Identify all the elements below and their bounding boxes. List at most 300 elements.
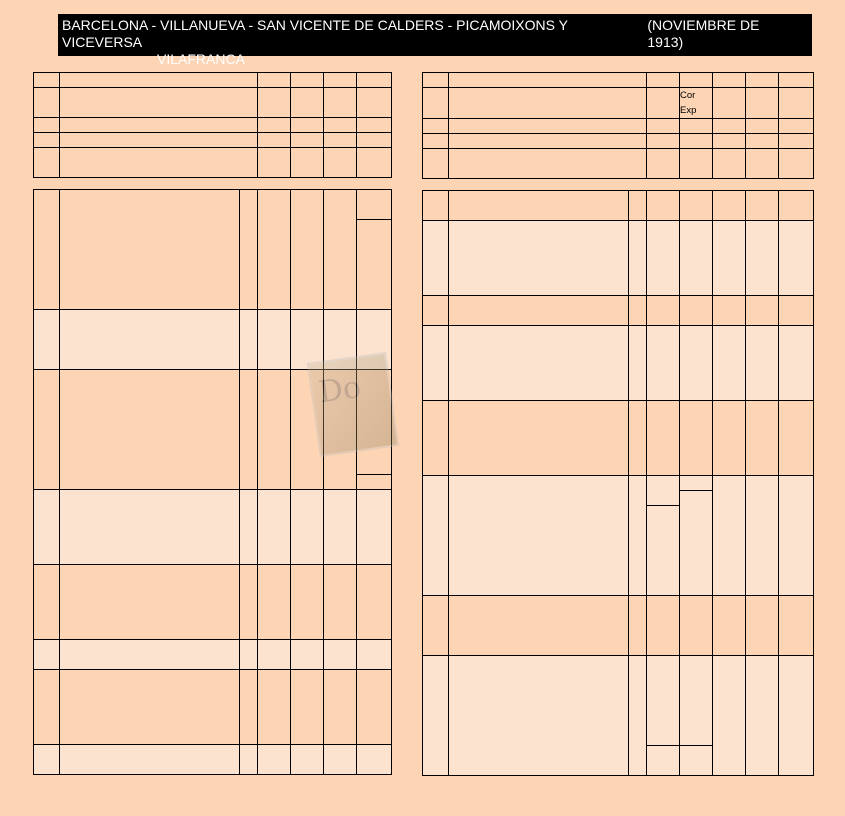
km-cell — [423, 236, 449, 251]
km-cell — [34, 340, 60, 355]
header-row — [423, 73, 814, 88]
arr-dep-flag — [240, 715, 258, 730]
header-cell — [324, 148, 357, 178]
station-row — [34, 505, 392, 520]
time-cell — [713, 431, 746, 446]
time-cell — [746, 566, 779, 581]
header-row — [423, 119, 814, 134]
time-cell — [324, 235, 357, 250]
time-cell — [291, 250, 324, 265]
time-cell — [357, 745, 392, 760]
station-name — [449, 686, 629, 701]
time-cell — [746, 341, 779, 356]
station-row — [423, 671, 814, 686]
time-cell — [680, 686, 713, 701]
time-cell — [713, 491, 746, 506]
arr-dep-flag — [240, 190, 258, 205]
time-cell — [713, 356, 746, 371]
time-cell — [291, 265, 324, 280]
time-cell — [746, 551, 779, 566]
arr-dep-flag — [240, 205, 258, 220]
arr-dep-flag — [629, 296, 647, 311]
arr-dep-flag — [629, 731, 647, 746]
km-label-spacer — [449, 179, 814, 191]
km-cell — [423, 521, 449, 536]
station-row — [34, 205, 392, 220]
time-cell — [746, 641, 779, 656]
time-cell — [357, 550, 392, 565]
header-cell — [258, 148, 291, 178]
time-cell — [713, 641, 746, 656]
time-cell — [713, 716, 746, 731]
station-name — [60, 235, 240, 250]
station-row — [423, 761, 814, 776]
header-cell — [647, 134, 680, 149]
station-name — [60, 670, 240, 685]
header-label — [60, 148, 258, 178]
time-cell — [779, 641, 814, 656]
time-cell — [324, 205, 357, 220]
time-cell — [647, 221, 680, 236]
arr-dep-flag — [240, 265, 258, 280]
station-name — [60, 595, 240, 610]
time-cell — [680, 521, 713, 536]
time-cell — [647, 716, 680, 731]
station-name — [60, 310, 240, 325]
km-cell — [423, 491, 449, 506]
time-cell — [713, 401, 746, 416]
station-name — [60, 280, 240, 295]
station-name — [449, 326, 629, 341]
header-row — [34, 148, 392, 178]
header-blank — [423, 134, 449, 149]
km-cell — [423, 581, 449, 596]
station-row — [423, 461, 814, 476]
time-cell — [713, 221, 746, 236]
time-cell — [357, 520, 392, 535]
km-cell — [423, 536, 449, 551]
arr-dep-flag — [629, 401, 647, 416]
station-name — [60, 700, 240, 715]
header-cell — [680, 149, 713, 179]
station-row — [34, 220, 392, 235]
time-cell — [680, 416, 713, 431]
time-cell — [357, 655, 392, 670]
arr-dep-flag — [629, 491, 647, 506]
km-cell — [423, 566, 449, 581]
station-name — [449, 566, 629, 581]
time-cell — [746, 581, 779, 596]
time-cell — [647, 326, 680, 341]
arr-dep-flag — [240, 340, 258, 355]
time-cell — [713, 701, 746, 716]
time-cell — [647, 356, 680, 371]
arr-dep-flag — [240, 430, 258, 445]
time-cell — [647, 611, 680, 626]
station-name — [449, 401, 629, 416]
time-cell — [647, 536, 680, 551]
time-cell — [357, 565, 392, 580]
time-cell — [324, 280, 357, 295]
time-cell — [324, 595, 357, 610]
station-row — [423, 551, 814, 566]
time-cell — [647, 446, 680, 461]
time-cell — [713, 611, 746, 626]
station-name — [449, 206, 629, 221]
station-row — [34, 595, 392, 610]
header-cell — [647, 73, 680, 88]
time-cell — [291, 685, 324, 700]
station-name — [60, 370, 240, 385]
station-name — [60, 445, 240, 460]
station-row — [34, 250, 392, 265]
arr-dep-flag — [240, 610, 258, 625]
km-cell — [34, 415, 60, 430]
time-cell — [647, 476, 680, 491]
header-cell — [291, 148, 324, 178]
station-row — [34, 475, 392, 490]
station-row — [34, 520, 392, 535]
km-cell — [423, 326, 449, 341]
time-cell — [680, 761, 713, 776]
km-cell — [34, 655, 60, 670]
arr-dep-flag — [629, 476, 647, 491]
time-cell — [779, 356, 814, 371]
header-row — [423, 134, 814, 149]
station-row — [34, 565, 392, 580]
station-name — [60, 475, 240, 490]
km-cell — [34, 445, 60, 460]
station-name — [60, 550, 240, 565]
time-cell — [258, 520, 291, 535]
arr-dep-flag — [629, 356, 647, 371]
station-name — [449, 731, 629, 746]
time-cell — [779, 746, 814, 761]
header-cell — [291, 88, 324, 118]
time-cell — [258, 430, 291, 445]
arr-dep-flag — [240, 505, 258, 520]
arr-dep-flag — [629, 701, 647, 716]
header-cell — [779, 88, 814, 119]
time-cell — [647, 266, 680, 281]
time-cell — [291, 310, 324, 325]
km-cell — [34, 535, 60, 550]
time-cell — [746, 221, 779, 236]
time-cell — [258, 385, 291, 400]
time-cell — [258, 460, 291, 475]
header-cell — [357, 148, 392, 178]
station-name — [449, 746, 629, 761]
header-cell-line: Exp — [680, 105, 697, 116]
time-cell — [258, 715, 291, 730]
time-cell — [291, 535, 324, 550]
km-cell — [34, 580, 60, 595]
station-name — [449, 641, 629, 656]
station-row — [423, 491, 814, 506]
time-cell — [746, 716, 779, 731]
time-cell — [647, 206, 680, 221]
km-cell — [34, 430, 60, 445]
station-row — [423, 716, 814, 731]
time-cell — [647, 731, 680, 746]
arr-dep-flag — [240, 250, 258, 265]
arr-dep-flag — [629, 641, 647, 656]
header-cell — [324, 73, 357, 88]
km-cell — [34, 625, 60, 640]
time-cell — [680, 326, 713, 341]
time-cell — [746, 311, 779, 326]
km-cell — [34, 325, 60, 340]
km-cell — [423, 641, 449, 656]
time-cell — [680, 536, 713, 551]
time-cell — [779, 191, 814, 206]
header-cell — [779, 119, 814, 134]
time-cell — [258, 610, 291, 625]
km-cell — [423, 356, 449, 371]
station-name — [60, 655, 240, 670]
time-cell — [357, 625, 392, 640]
time-cell — [357, 670, 392, 685]
time-cell — [647, 281, 680, 296]
header-cell — [680, 119, 713, 134]
time-cell — [713, 191, 746, 206]
station-row — [423, 686, 814, 701]
arr-dep-flag — [240, 415, 258, 430]
km-cell — [423, 371, 449, 386]
time-cell — [680, 236, 713, 251]
km-cell — [34, 610, 60, 625]
time-cell — [357, 205, 392, 220]
time-cell — [291, 625, 324, 640]
arr-dep-flag — [629, 281, 647, 296]
time-cell — [680, 251, 713, 266]
title-date: (NOVIEMBRE DE 1913) — [647, 17, 760, 50]
header-cell — [713, 73, 746, 88]
time-cell — [713, 581, 746, 596]
station-name — [60, 565, 240, 580]
time-cell — [746, 686, 779, 701]
time-cell — [258, 310, 291, 325]
time-cell — [258, 280, 291, 295]
time-cell — [746, 461, 779, 476]
km-cell — [423, 446, 449, 461]
time-cell — [291, 640, 324, 655]
station-row — [423, 431, 814, 446]
time-cell — [647, 746, 680, 761]
header-cell — [713, 88, 746, 119]
station-row — [423, 236, 814, 251]
km-cell — [423, 671, 449, 686]
time-cell — [713, 761, 746, 776]
station-name — [60, 325, 240, 340]
km-cell — [423, 296, 449, 311]
time-cell — [680, 641, 713, 656]
header-cell — [713, 119, 746, 134]
time-cell — [779, 341, 814, 356]
time-cell — [713, 746, 746, 761]
station-row — [423, 386, 814, 401]
time-cell — [324, 535, 357, 550]
station-name — [60, 715, 240, 730]
station-row — [423, 506, 814, 521]
time-cell — [291, 655, 324, 670]
arr-dep-flag — [629, 266, 647, 281]
arr-dep-flag — [629, 656, 647, 671]
station-name — [449, 611, 629, 626]
station-row — [423, 371, 814, 386]
time-cell — [258, 475, 291, 490]
header-cell — [258, 133, 291, 148]
time-cell — [647, 296, 680, 311]
time-cell — [324, 565, 357, 580]
time-cell — [291, 595, 324, 610]
km-cell — [34, 295, 60, 310]
time-cell — [746, 491, 779, 506]
arr-dep-flag — [629, 761, 647, 776]
time-cell — [779, 416, 814, 431]
km-cell — [423, 746, 449, 761]
time-cell — [324, 550, 357, 565]
time-cell — [779, 236, 814, 251]
time-cell — [779, 311, 814, 326]
km-cell — [34, 370, 60, 385]
km-cell — [423, 311, 449, 326]
time-cell — [713, 506, 746, 521]
time-cell — [713, 236, 746, 251]
time-cell — [779, 431, 814, 446]
time-cell — [258, 625, 291, 640]
arr-dep-flag — [240, 670, 258, 685]
time-cell — [291, 280, 324, 295]
header-label — [60, 73, 258, 88]
station-name — [60, 265, 240, 280]
arr-dep-flag — [629, 686, 647, 701]
time-cell — [779, 656, 814, 671]
time-cell — [713, 626, 746, 641]
time-cell — [324, 295, 357, 310]
time-cell — [746, 626, 779, 641]
station-name — [60, 625, 240, 640]
header-cell — [713, 134, 746, 149]
time-cell — [713, 446, 746, 461]
header-cell — [324, 118, 357, 133]
time-cell — [357, 715, 392, 730]
header-blank — [34, 73, 60, 88]
time-cell — [324, 475, 357, 490]
arr-dep-flag — [629, 236, 647, 251]
time-cell — [680, 296, 713, 311]
time-cell — [258, 565, 291, 580]
time-cell — [713, 461, 746, 476]
station-name — [449, 281, 629, 296]
header-cell — [357, 88, 392, 118]
station-name — [60, 730, 240, 745]
arr-dep-flag — [629, 716, 647, 731]
arr-dep-flag — [629, 566, 647, 581]
km-cell — [423, 476, 449, 491]
time-cell — [258, 580, 291, 595]
time-cell — [357, 490, 392, 505]
time-cell — [680, 566, 713, 581]
station-row — [423, 701, 814, 716]
arr-dep-flag — [629, 191, 647, 206]
time-cell — [291, 235, 324, 250]
time-cell — [746, 191, 779, 206]
station-row — [34, 745, 392, 760]
arr-dep-flag — [629, 506, 647, 521]
time-cell — [291, 610, 324, 625]
time-cell — [746, 236, 779, 251]
time-cell — [324, 190, 357, 205]
arr-dep-flag — [629, 596, 647, 611]
header-cell — [779, 134, 814, 149]
station-name — [449, 656, 629, 671]
station-name — [449, 596, 629, 611]
time-cell — [713, 371, 746, 386]
station-row — [34, 310, 392, 325]
header-row — [423, 88, 814, 119]
time-cell — [680, 341, 713, 356]
station-row — [34, 640, 392, 655]
km-cell — [423, 731, 449, 746]
time-cell — [647, 656, 680, 671]
time-cell — [324, 715, 357, 730]
time-cell — [713, 536, 746, 551]
time-cell — [291, 580, 324, 595]
time-cell — [746, 326, 779, 341]
header-cell — [746, 88, 779, 119]
time-cell — [647, 401, 680, 416]
time-cell — [746, 386, 779, 401]
time-cell — [357, 235, 392, 250]
time-cell — [357, 190, 392, 205]
station-row — [34, 760, 392, 775]
arr-dep-flag — [240, 745, 258, 760]
time-cell — [357, 280, 392, 295]
header-cell — [357, 133, 392, 148]
station-name — [449, 761, 629, 776]
time-cell — [779, 701, 814, 716]
station-row — [423, 206, 814, 221]
km-cell — [423, 431, 449, 446]
time-cell — [357, 250, 392, 265]
time-cell — [680, 716, 713, 731]
title-subline: VILAFRANCA — [157, 51, 245, 67]
header-label — [449, 134, 647, 149]
timetable-return — [422, 72, 814, 776]
time-cell — [746, 281, 779, 296]
station-name — [60, 355, 240, 370]
arr-dep-flag — [240, 550, 258, 565]
station-row — [34, 460, 392, 475]
station-name — [60, 205, 240, 220]
km-cell — [423, 656, 449, 671]
header-cell — [746, 134, 779, 149]
header-cell — [324, 133, 357, 148]
station-row — [34, 685, 392, 700]
time-cell — [647, 581, 680, 596]
header-label — [449, 149, 647, 179]
time-cell — [647, 701, 680, 716]
arr-dep-flag — [629, 671, 647, 686]
time-cell — [647, 521, 680, 536]
station-name — [60, 685, 240, 700]
arr-dep-flag — [240, 235, 258, 250]
time-cell — [647, 341, 680, 356]
time-cell — [746, 401, 779, 416]
station-row — [34, 610, 392, 625]
km-cell — [34, 250, 60, 265]
